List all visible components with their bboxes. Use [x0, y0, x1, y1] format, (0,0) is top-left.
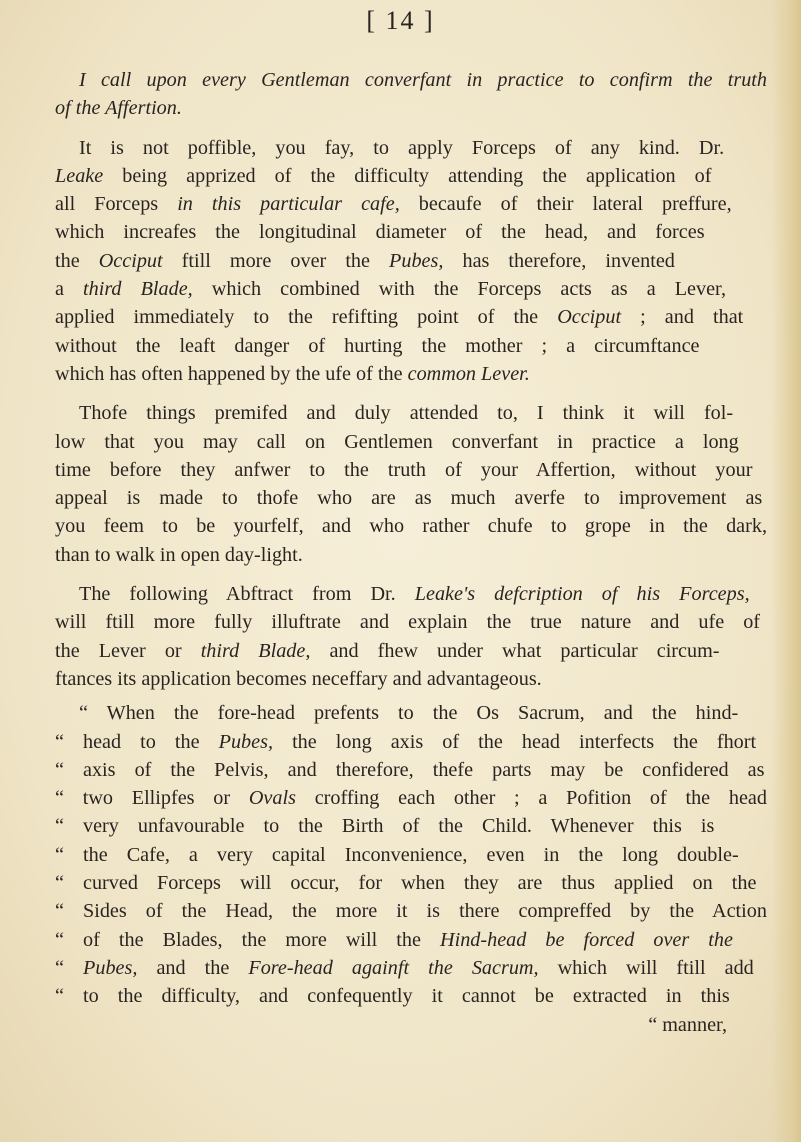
p2-line: Thofe things premifed and duly attended to, I think it will fol- [79, 402, 734, 425]
p3-line: ftances its application becomes neceffary and advantageous. [55, 667, 542, 690]
p1-line: applied immediately to the refifting point of the Occiput ; and that [55, 306, 744, 329]
page-edge-shadow [771, 0, 801, 1142]
heading-line-2: of the Affertion. [55, 97, 182, 120]
quote-line: “ of the Blades, the more will the Hind-head be forced over the [55, 928, 733, 951]
quote-line: “ the Cafe, a very capital Inconvenience, even in the long double- [55, 843, 739, 866]
p2-line: low that you may call on Gentlemen converfant in practice a long [55, 430, 739, 453]
quote-line: “ axis of the Pelvis, and therefore, thefe parts may be confidered as [55, 758, 765, 781]
p1-line: all Forceps in this particular cafe, becaufe of their lateral preffure, [55, 193, 732, 216]
p1-line: which has often happened by the ufe of the common Lever. [55, 362, 530, 385]
p2-line: than to walk in open day-light. [55, 543, 303, 566]
p3-line: the Lever or third Blade, and fhew under what particular circum- [55, 639, 720, 662]
p1-line: It is not poffible, you fay, to apply Forceps of any kind. Dr. [79, 136, 725, 159]
p1-line: Leake being apprized of the difficulty attending the application of [55, 164, 712, 187]
p2-line: time before they anfwer to the truth of your Affertion, without your [55, 458, 753, 481]
p2-line: you feem to be yourfelf, and who rather chufe to grope in the dark, [55, 515, 767, 538]
quote-line: “ curved Forceps will occur, for when they are thus applied on the [55, 872, 757, 895]
p1-line: which increafes the longitudinal diameter of the head, and forces [55, 221, 705, 244]
p2-line: appeal is made to thofe who are as much averfe to improvement as [55, 487, 763, 510]
catchword: “ manner, [648, 1013, 727, 1036]
quote-line: “ two Ellipfes or Ovals croffing each other ; a Pofition of the head [55, 787, 767, 810]
quote-line: “ very unfavourable to the Birth of the Child. Whenever this is [55, 815, 715, 838]
p3-line: will ftill more fully illuftrate and explain the true nature and ufe of [55, 611, 761, 634]
quote-line: “ Sides of the Head, the more it is there compreffed by the Action [55, 900, 767, 923]
heading-line-1: I call upon every Gentleman converfant in practice to confirm the truth [79, 69, 767, 91]
page-text [55, 66, 767, 1039]
page-number: [ 14 ] [366, 6, 435, 35]
quote-line: “ Pubes, and the Fore-head againft the Sacrum, which will ftill add [55, 956, 754, 979]
quote-line: “ When the fore-head prefents to the Os Sacrum, and the hind- [79, 702, 739, 725]
p1-line: the Occiput ftill more over the Pubes, has therefore, invented [55, 249, 675, 272]
p3-line: The following Abftract from Dr. Leake's defcription of his Forceps, [79, 583, 750, 606]
p1-line: a third Blade, which combined with the Forceps acts as a Lever, [55, 278, 727, 301]
quote-line: “ to the difficulty, and confequently it cannot be extracted in this [55, 985, 730, 1008]
quote-line: “ head to the Pubes, the long axis of the head interfects the fhort [55, 730, 757, 753]
p1-line: without the leaft danger of hurting the mother ; a circumftance [55, 334, 700, 357]
